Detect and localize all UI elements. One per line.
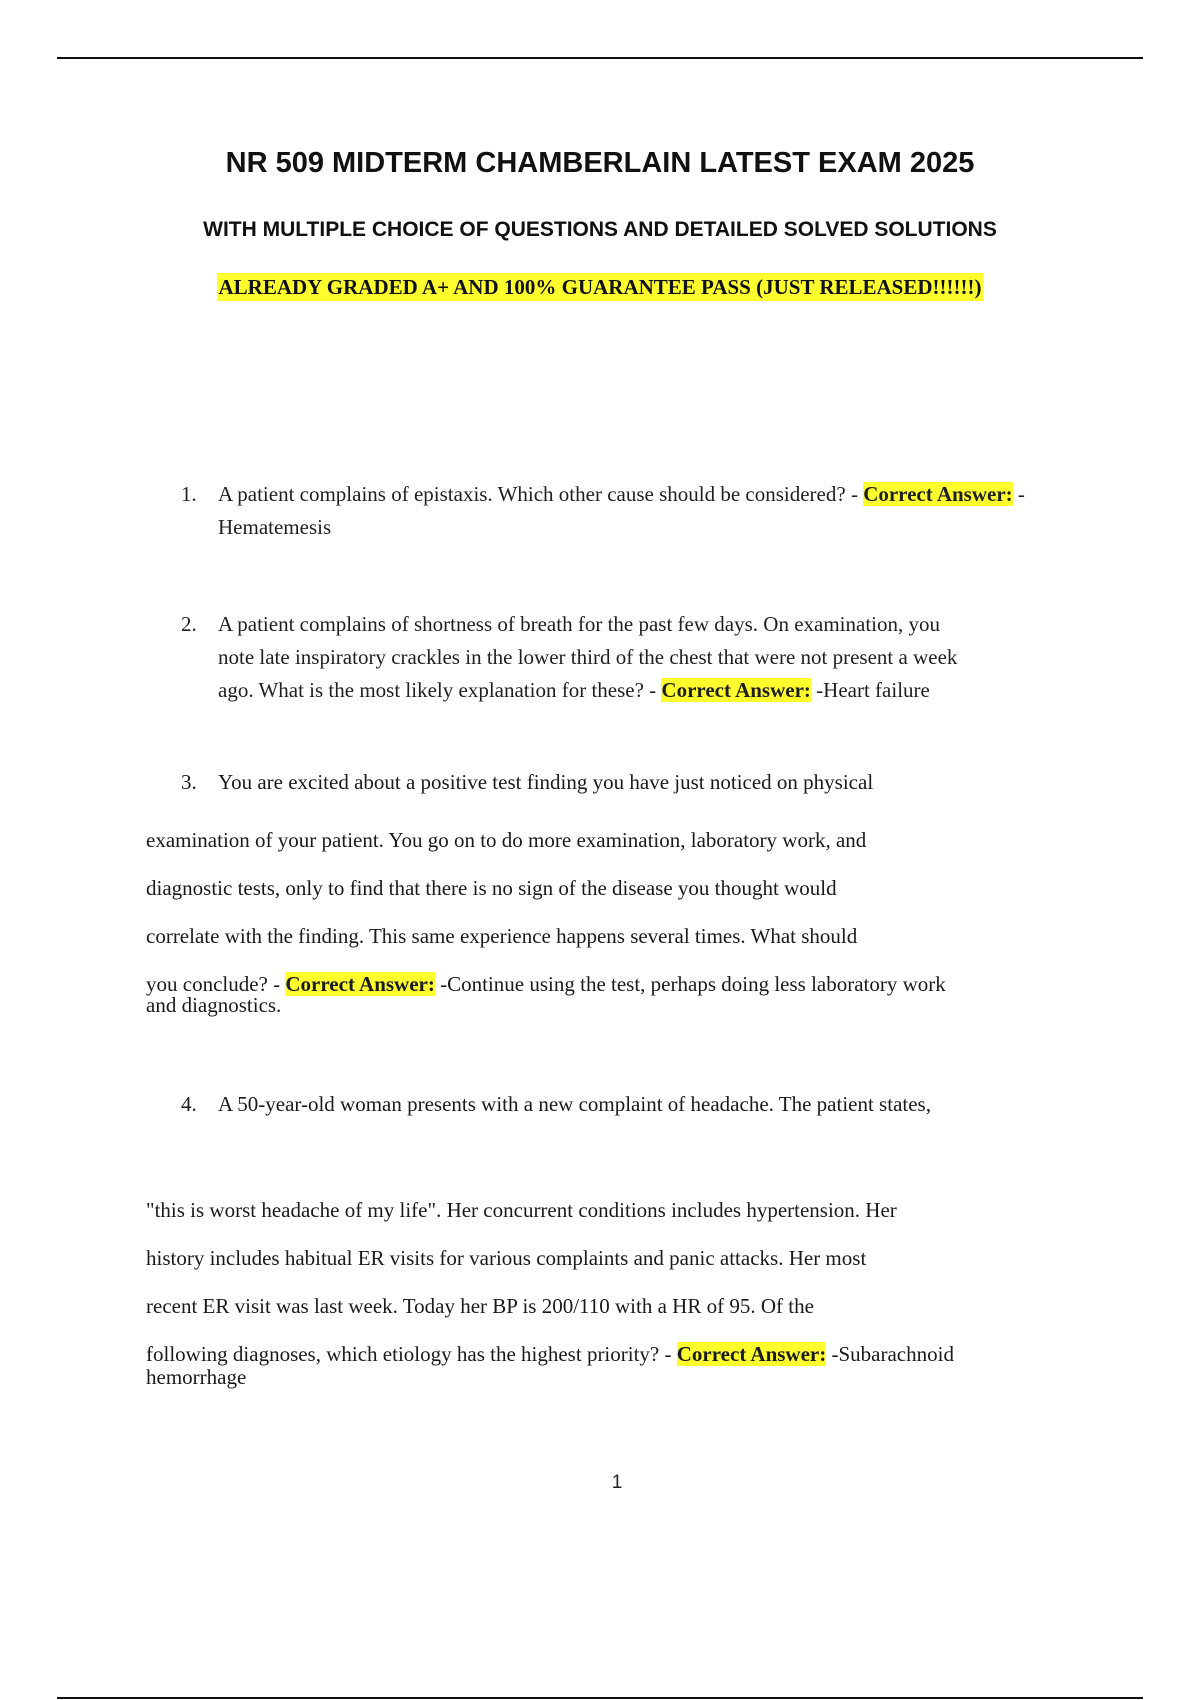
question-text-line: A patient complains of shortness of breath for the past few days. On examination, you (218, 612, 940, 636)
question-3-body (146, 816, 1106, 1008)
page-number: 1 (611, 1472, 623, 1493)
correct-answer-label: Correct Answer: (661, 678, 811, 702)
question-text: A patient complains of epistaxis. Which other cause should be considered? - (218, 482, 864, 506)
answer-prefix: - (810, 678, 824, 702)
top-rule (57, 57, 1143, 59)
answer-prefix: - (434, 972, 448, 996)
question-text-line: "this is worst headache of my life". Her concurrent conditions includes hypertension. Her (146, 1198, 897, 1222)
bottom-rule (57, 1697, 1143, 1699)
correct-answer-label: Correct Answer: (676, 1342, 827, 1366)
question-text-line: correlate with the finding. This same experience happens several times. What should (146, 924, 858, 948)
document-title: NR 509 MIDTERM CHAMBERLAIN LATEST EXAM 2025 (225, 147, 975, 179)
question-text-line: A 50-year-old woman presents with a new complaint of headache. The patient states, (218, 1092, 931, 1116)
question-2 (181, 608, 1098, 707)
document-subtitle: WITH MULTIPLE CHOICE OF QUESTIONS AND DETAILED SOLVED SOLUTIONS (203, 218, 997, 241)
question-4 (181, 1092, 931, 1117)
question-text-line: following diagnoses, which etiology has the highest priority? - Correct Answer: -Subarachnoid (146, 1342, 954, 1366)
correct-answer-label: Correct Answer: (285, 972, 435, 996)
question-text-line: history includes habitual ER visits for various complaints and panic attacks. Her most (146, 1246, 867, 1270)
answer-text: Continue using the test, perhaps doing less laboratory work (447, 972, 946, 996)
question-3 (181, 770, 874, 795)
question-number: 3. (181, 770, 197, 794)
question-4-body (146, 1186, 1106, 1378)
graded-banner: ALREADY GRADED A+ AND 100% GUARANTEE PASS (JUST RELEASED!!!!!!) (218, 275, 982, 299)
question-text-line: diagnostic tests, only to find that there is no sign of the disease you thought would (146, 876, 837, 900)
answer-prefix: - (1012, 482, 1025, 506)
answer-text: Subarachnoid (838, 1342, 954, 1366)
question-text-line: You are excited about a positive test finding you have just noticed on physical (218, 770, 874, 794)
answer-continuation: hemorrhage (146, 1365, 247, 1389)
question-1 (181, 478, 1098, 544)
question-number: 1. (181, 482, 197, 506)
correct-answer-label: Correct Answer: (863, 482, 1013, 506)
answer-text: Hematemesis (218, 515, 332, 539)
question-text-line: note late inspiratory crackles in the lower third of the chest that were not present a week (218, 645, 958, 669)
question-number: 2. (181, 612, 197, 636)
question-text-line: recent ER visit was last week. Today her BP is 200/110 with a HR of 95. Of the (146, 1294, 814, 1318)
question-number: 4. (181, 1092, 197, 1116)
banner-row (0, 275, 1200, 300)
question-text-line: ago. What is the most likely explanation for these? - (218, 678, 662, 702)
answer-text: Heart failure (823, 678, 930, 702)
question-text-line: examination of your patient. You go on to do more examination, laboratory work, and (146, 828, 867, 852)
answer-continuation: and diagnostics. (146, 993, 282, 1017)
answer-prefix: - (826, 1342, 839, 1366)
question-text-line: you conclude? - Correct Answer: -Continue using the test, perhaps doing less laboratory work (146, 972, 946, 996)
